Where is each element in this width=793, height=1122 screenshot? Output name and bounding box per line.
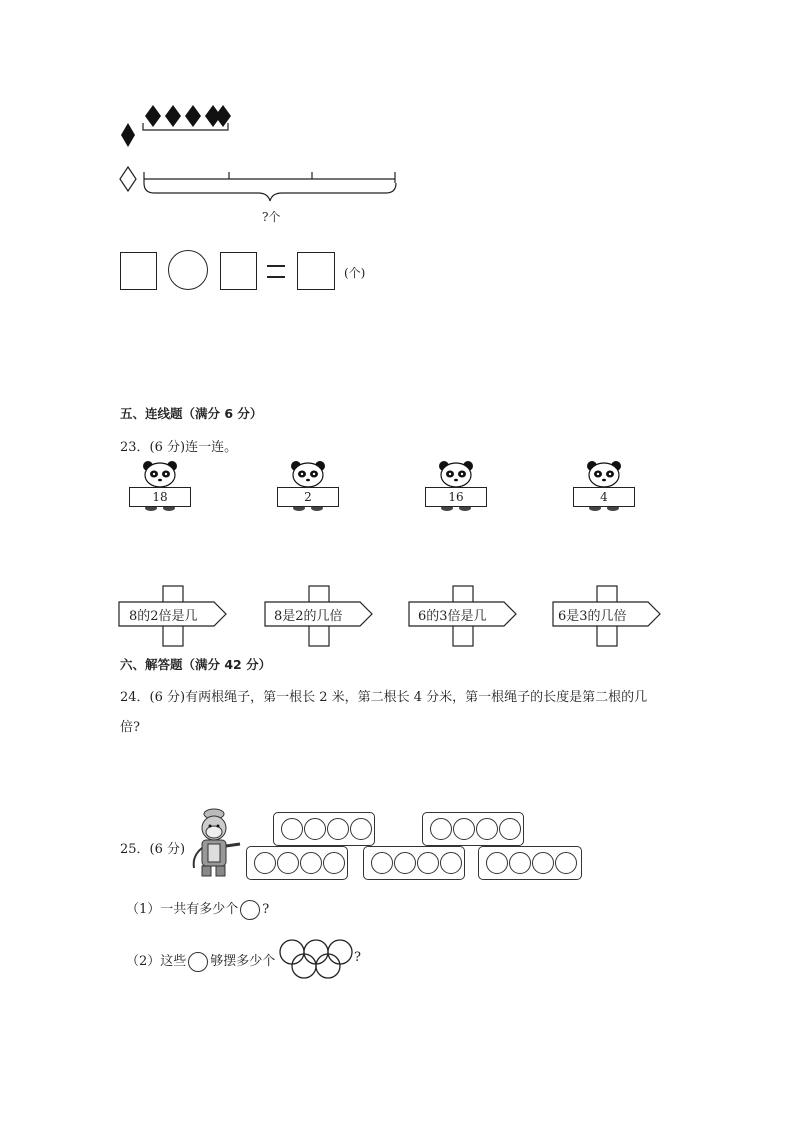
panda-card-4[interactable] [572,460,636,514]
arrow-label: 6是3的几倍 [558,609,627,624]
panda-sign: 4 [573,487,635,507]
ring-icon [440,852,462,874]
hollow-diamond-icon [120,167,136,191]
diamond-diagram [110,95,410,230]
ring-icon [476,818,498,840]
ring-icon [394,852,416,874]
ring-icon [350,818,372,840]
sub-question-2 [126,950,275,972]
sub-question-1-text: （1）一共有多少个 [126,902,239,917]
ring-icon [486,852,508,874]
sub-question-2-mark: ? [354,950,361,965]
filled-diamond-icon [121,123,135,147]
ring-icon [304,818,326,840]
operator-circle[interactable] [168,250,208,290]
answer-box-1[interactable] [120,252,157,290]
ring-icon [509,852,531,874]
ring-icon [327,818,349,840]
equals-sign [267,265,285,278]
question-25: 25．(6 分) [120,842,186,857]
five-diamonds-icon [145,105,231,127]
monkey-icon [188,806,242,878]
panda-card-2[interactable] [276,460,340,514]
ring-icon [277,852,299,874]
question-24-line1: 24．(6 分)有两根绳子，第一根长 2 米，第二根长 4 分米，第一根绳子的长度是第二根的几 [120,690,648,705]
question-23: 23．(6 分)连一连。 [120,440,238,455]
olympic-rings-icon [278,938,354,982]
ring-icon [499,818,521,840]
arrow-label: 8是2的几倍 [274,609,343,624]
ring-icon [281,818,303,840]
sub-question-2-text2: 够摆多少个 [210,954,276,969]
panda-sign: 2 [277,487,339,507]
brace-label: ?个 [262,210,281,224]
ring-icon [417,852,439,874]
answer-box-3[interactable] [297,252,335,290]
panda-sign: 18 [129,487,191,507]
arrow-sign-1[interactable] [118,585,230,647]
question-24-line2: 倍? [120,720,140,735]
arrow-sign-3[interactable] [408,585,520,647]
ring-icon [430,818,452,840]
panda-sign: 16 [425,487,487,507]
ring-icon [300,852,322,874]
panda-card-1[interactable] [128,460,192,514]
unit-label: (个) [344,266,366,280]
sub-question-1-mark: ? [262,902,270,917]
arrow-label: 8的2倍是几 [129,609,198,624]
section6-heading: 六、解答题（满分 42 分） [120,657,272,672]
ring-icon [188,952,208,972]
ring-icon [240,900,260,920]
answer-box-2[interactable] [220,252,257,290]
arrow-sign-4[interactable] [552,585,664,647]
sub-question-1 [126,898,269,920]
arrow-sign-2[interactable] [264,585,376,647]
ring-icon [323,852,345,874]
ring-icon [555,852,577,874]
arrow-label: 6的3倍是几 [418,609,487,624]
ring-icon [532,852,554,874]
sub-question-2-text: （2）这些 [126,954,187,969]
ring-icon [254,852,276,874]
ring-icon [371,852,393,874]
section5-heading: 五、连线题（满分 6 分） [120,406,263,421]
panda-card-3[interactable] [424,460,488,514]
ring-icon [453,818,475,840]
